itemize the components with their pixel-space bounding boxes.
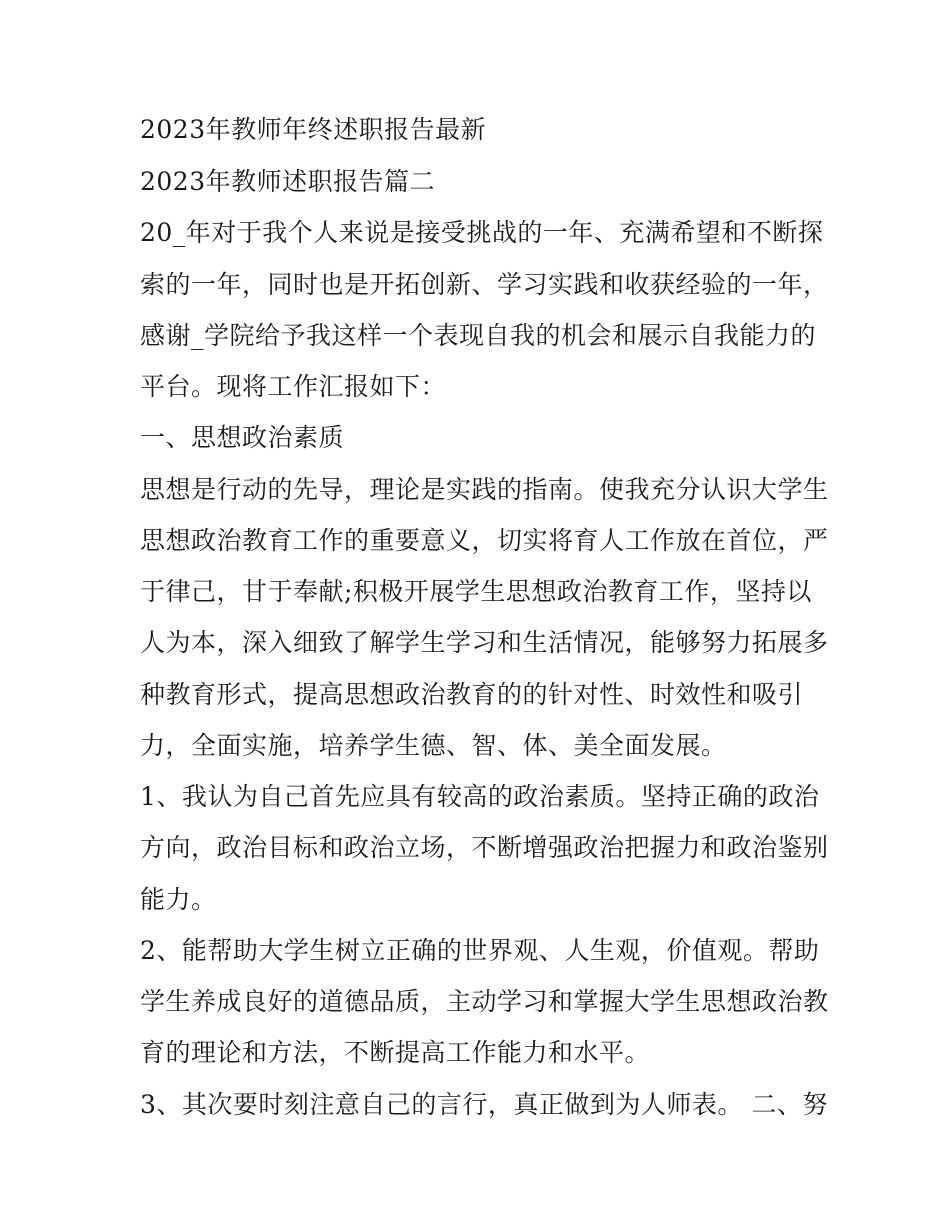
text-line: 思想政治教育工作的重要意义，切实将育人工作放在首位，严 [140, 526, 829, 555]
section-heading: 一、思想政治素质 [140, 423, 345, 452]
text-line: 育的理论和方法，不断提高工作能力和水平。 [140, 1038, 651, 1067]
document-subtitle: 2023年教师述职报告篇二 [140, 167, 436, 196]
document-title: 2023年教师年终述职报告最新 [140, 115, 487, 144]
text-line: 2、能帮助大学生树立正确的世界观、人生观，价值观。帮助 [140, 936, 820, 965]
text-line: 能力。 [140, 885, 217, 914]
text-line: 种教育形式，提高思想政治教育的的针对性、时效性和吸引 [140, 680, 804, 709]
text-line: 人为本，深入细致了解学生学习和生活情况，能够努力拓展多 [140, 628, 829, 657]
text-line: 1、我认为自己首先应具有较高的政治素质。坚持正确的政治 [140, 782, 820, 811]
text-line: 3、其次要时刻注意自己的言行，真正做到为人师表。 二、努 [140, 1090, 828, 1119]
text-line: 20_年对于我个人来说是接受挑战的一年、充满希望和不断探 [140, 218, 824, 247]
text-line: 平台。现将工作汇报如下： [140, 372, 447, 401]
text-line: 思想是行动的先导，理论是实践的指南。使我充分认识大学生 [140, 475, 829, 504]
text-line: 方向，政治目标和政治立场，不断增强政治把握力和政治鉴别 [140, 833, 829, 862]
text-line: 感谢_学院给予我这样一个表现自我的机会和展示自我能力的 [140, 321, 817, 350]
text-line: 索的一年，同时也是开拓创新、学习实践和收获经验的一年， [140, 270, 829, 299]
text-line: 学生养成良好的道德品质，主动学习和掌握大学生思想政治教 [140, 987, 829, 1016]
text-line: 于律己，甘于奉献;积极开展学生思想政治教育工作，坚持以 [140, 577, 812, 606]
text-line: 力，全面实施，培养学生德、智、体、美全面发展。 [140, 731, 727, 760]
